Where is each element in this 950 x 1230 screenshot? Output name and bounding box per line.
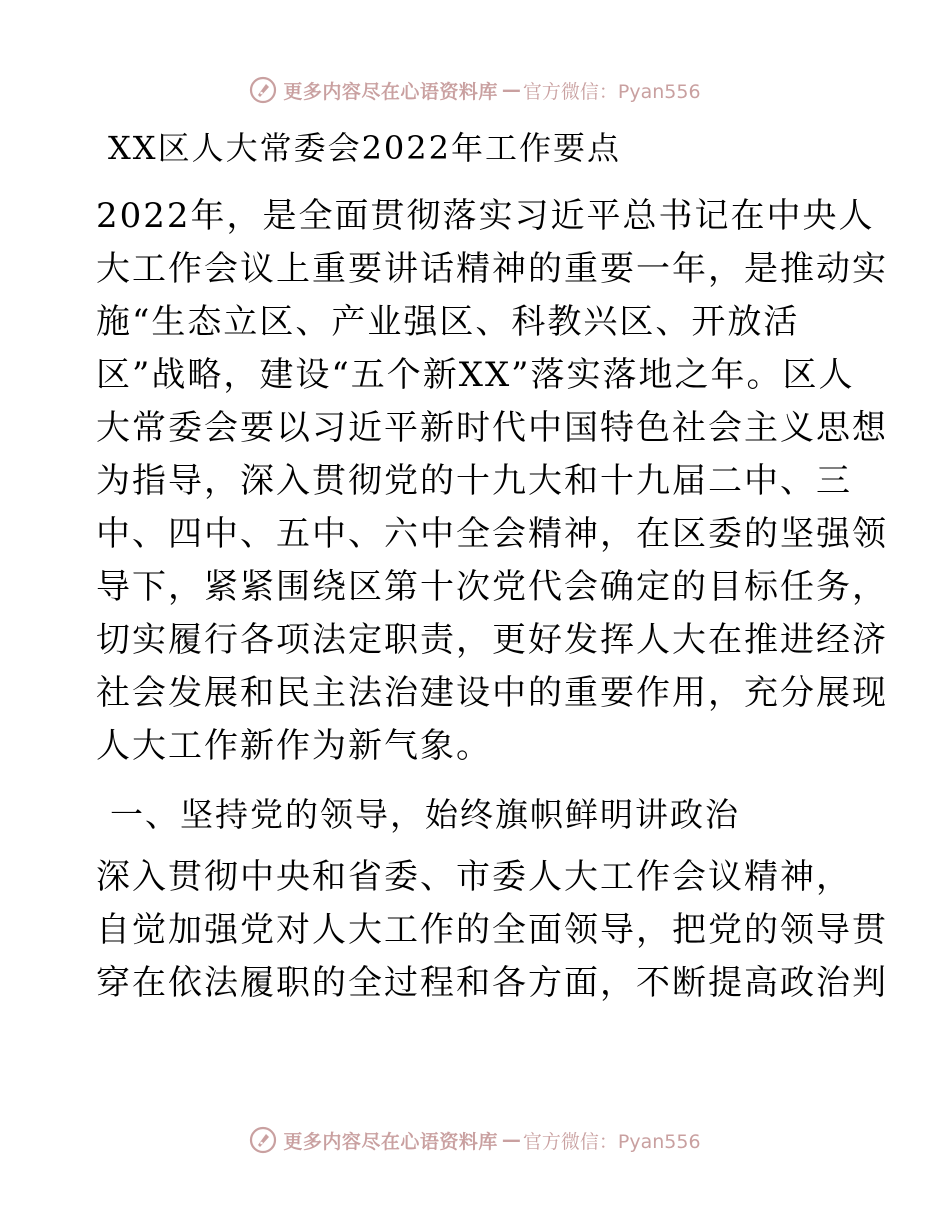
watermark-separator: — [501, 79, 519, 101]
text-line: 2022年，是全面贯彻落实习近平总书记在中央人 [96, 196, 875, 236]
text-line: 大工作会议上重要讲话精神的重要一年，是推动实 [96, 249, 888, 289]
text-line: 施“生态立区、产业强区、科教兴区、开放活 [96, 302, 800, 342]
text-line: 自觉加强党对人大工作的全面领导，把党的领导贯 [96, 910, 888, 950]
watermark-footer [0, 1120, 950, 1160]
pen-nib-logo-icon [249, 76, 277, 104]
paragraph-intro [96, 190, 888, 773]
paragraph-section-1 [96, 851, 888, 1010]
text-line: 穿在依法履职的全过程和各方面，不断提高政治判 [96, 963, 888, 1003]
text-line: 人大工作新作为新气象。 [96, 726, 492, 766]
text-line: 大常委会要以习近平新时代中国特色社会主义思想 [96, 408, 888, 448]
text-line: 切实履行各项法定职责，更好发挥人大在推进经济 [96, 620, 888, 660]
document-body [96, 118, 888, 1010]
watermark-text: 更多内容尽在心语资料库 [283, 1130, 498, 1153]
text-line: 为指导，深入贯彻党的十九大和十九届二中、三 [96, 461, 852, 501]
watermark-separator: — [501, 1129, 519, 1151]
watermark-account: 官方微信：Pyan556 [522, 1130, 701, 1153]
watermark-account: 官方微信：Pyan556 [522, 80, 701, 103]
text-line: 区”战略，建设“五个新XX”落实落地之年。区人 [96, 355, 855, 395]
document-title: XX区人大常委会2022年工作要点 [108, 129, 622, 167]
text-line: 中、四中、五中、六中全会精神，在区委的坚强领 [96, 514, 888, 554]
watermark-text: 更多内容尽在心语资料库 [283, 80, 498, 103]
pen-nib-logo-icon [249, 1126, 277, 1154]
text-line: 导下，紧紧围绕区第十次党代会确定的目标任务， [96, 567, 888, 607]
section-heading-1: 一、坚持党的领导，始终旗帜鲜明讲政治 [110, 795, 740, 834]
text-line: 深入贯彻中央和省委、市委人大工作会议精神， [96, 857, 852, 897]
text-line: 社会发展和民主法治建设中的重要作用，充分展现 [96, 673, 888, 713]
watermark-header [0, 70, 950, 110]
